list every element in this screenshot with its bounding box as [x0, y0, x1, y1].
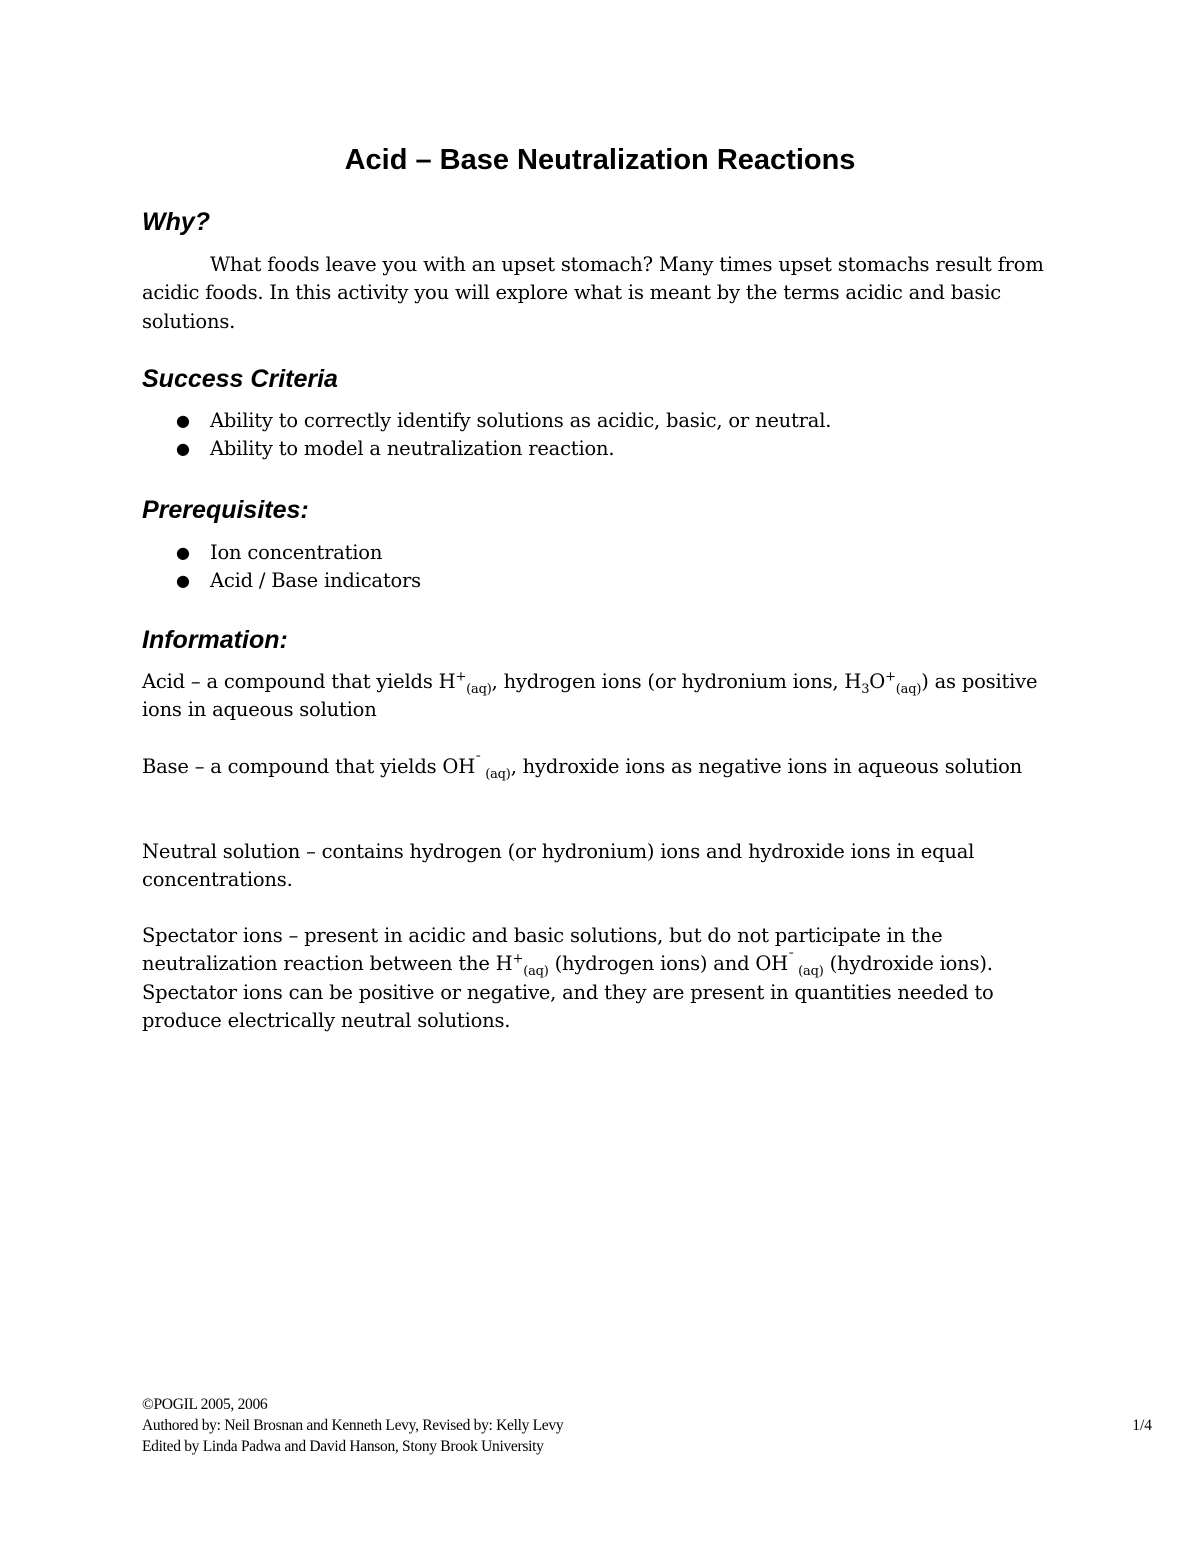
subscript: 3	[861, 681, 870, 697]
bullet-icon: ●	[176, 411, 190, 430]
superscript: +	[455, 669, 467, 685]
acid-text: O	[869, 670, 886, 693]
prerequisites-list	[142, 539, 421, 596]
base-text: , hydroxide ions as negative ions in aqueous solution	[510, 755, 1023, 778]
list-item-text: Ability to correctly identify solutions as acidic, basic, or neutral.	[210, 409, 832, 432]
list-item	[142, 435, 831, 463]
why-paragraph-text: What foods leave you with an upset stomach? Many times upset stomachs result from acidic foods. In this activity you will explore what is meant by the terms acidic and basic solutions.	[142, 253, 1044, 333]
spectator-text: Spectator ions – present in acidic and basic solutions, but do not participate in the neutralization reaction between the H	[142, 924, 943, 976]
superscript: +	[512, 951, 524, 967]
subscript: (aq)	[895, 681, 922, 697]
neutral-definition: Neutral solution – contains hydrogen (or hydronium) ions and hydroxide ions in equal concentrations.	[142, 840, 975, 892]
subscript: (aq)	[523, 964, 549, 980]
page-number: 1/4	[1132, 1417, 1152, 1434]
why-paragraph	[142, 251, 1072, 336]
list-item-text: Acid / Base indicators	[210, 569, 421, 593]
acid-definition	[142, 668, 1072, 725]
superscript: ¯	[787, 951, 795, 967]
success-criteria-list	[142, 407, 831, 464]
why-heading: Why?	[142, 208, 211, 236]
subscript: (aq)	[466, 681, 492, 697]
footer-copyright: ©POGIL 2005, 2006	[142, 1396, 268, 1413]
page-title: Acid – Base Neutralization Reactions	[344, 144, 856, 176]
base-text: Base – a compound that yields OH	[142, 755, 476, 778]
bullet-icon: ●	[176, 543, 190, 562]
bullet-icon: ●	[176, 439, 190, 459]
footer-authors: Authored by: Neil Brosnan and Kenneth Levy, Revised by: Kelly Levy	[142, 1417, 564, 1434]
success-criteria-heading: Success Criteria	[142, 365, 338, 393]
base-definition	[142, 753, 1072, 781]
list-item-text: Ion concentration	[210, 541, 383, 564]
list-item	[142, 567, 421, 595]
footer-editors: Edited by Linda Padwa and David Hanson, Stony Brook University	[142, 1438, 544, 1455]
acid-text: Acid – a compound that yields H	[142, 670, 456, 693]
acid-text: , hydrogen ions (or hydronium ions, H	[491, 670, 862, 693]
spectator-text: (hydroxide ions). Spectator ions can be positive or negative, and they are present in quantities needed to produce electrically neutral solutions.	[142, 952, 994, 1032]
list-item-text: Ability to model a neutralization reaction.	[210, 437, 615, 461]
subscript: (aq)	[481, 766, 511, 782]
spectator-text: (hydrogen ions) and OH	[548, 952, 788, 976]
spectator-definition	[142, 922, 1072, 1035]
list-item	[142, 407, 831, 435]
acid-text: ) as positive ions in aqueous solution	[142, 670, 1038, 722]
list-item	[142, 539, 421, 567]
subscript: (aq)	[794, 964, 824, 980]
superscript: ¯	[475, 754, 482, 770]
bullet-icon: ●	[176, 571, 190, 591]
superscript: +	[885, 669, 896, 685]
information-heading: Information:	[142, 626, 288, 654]
prerequisites-heading: Prerequisites:	[142, 496, 309, 524]
